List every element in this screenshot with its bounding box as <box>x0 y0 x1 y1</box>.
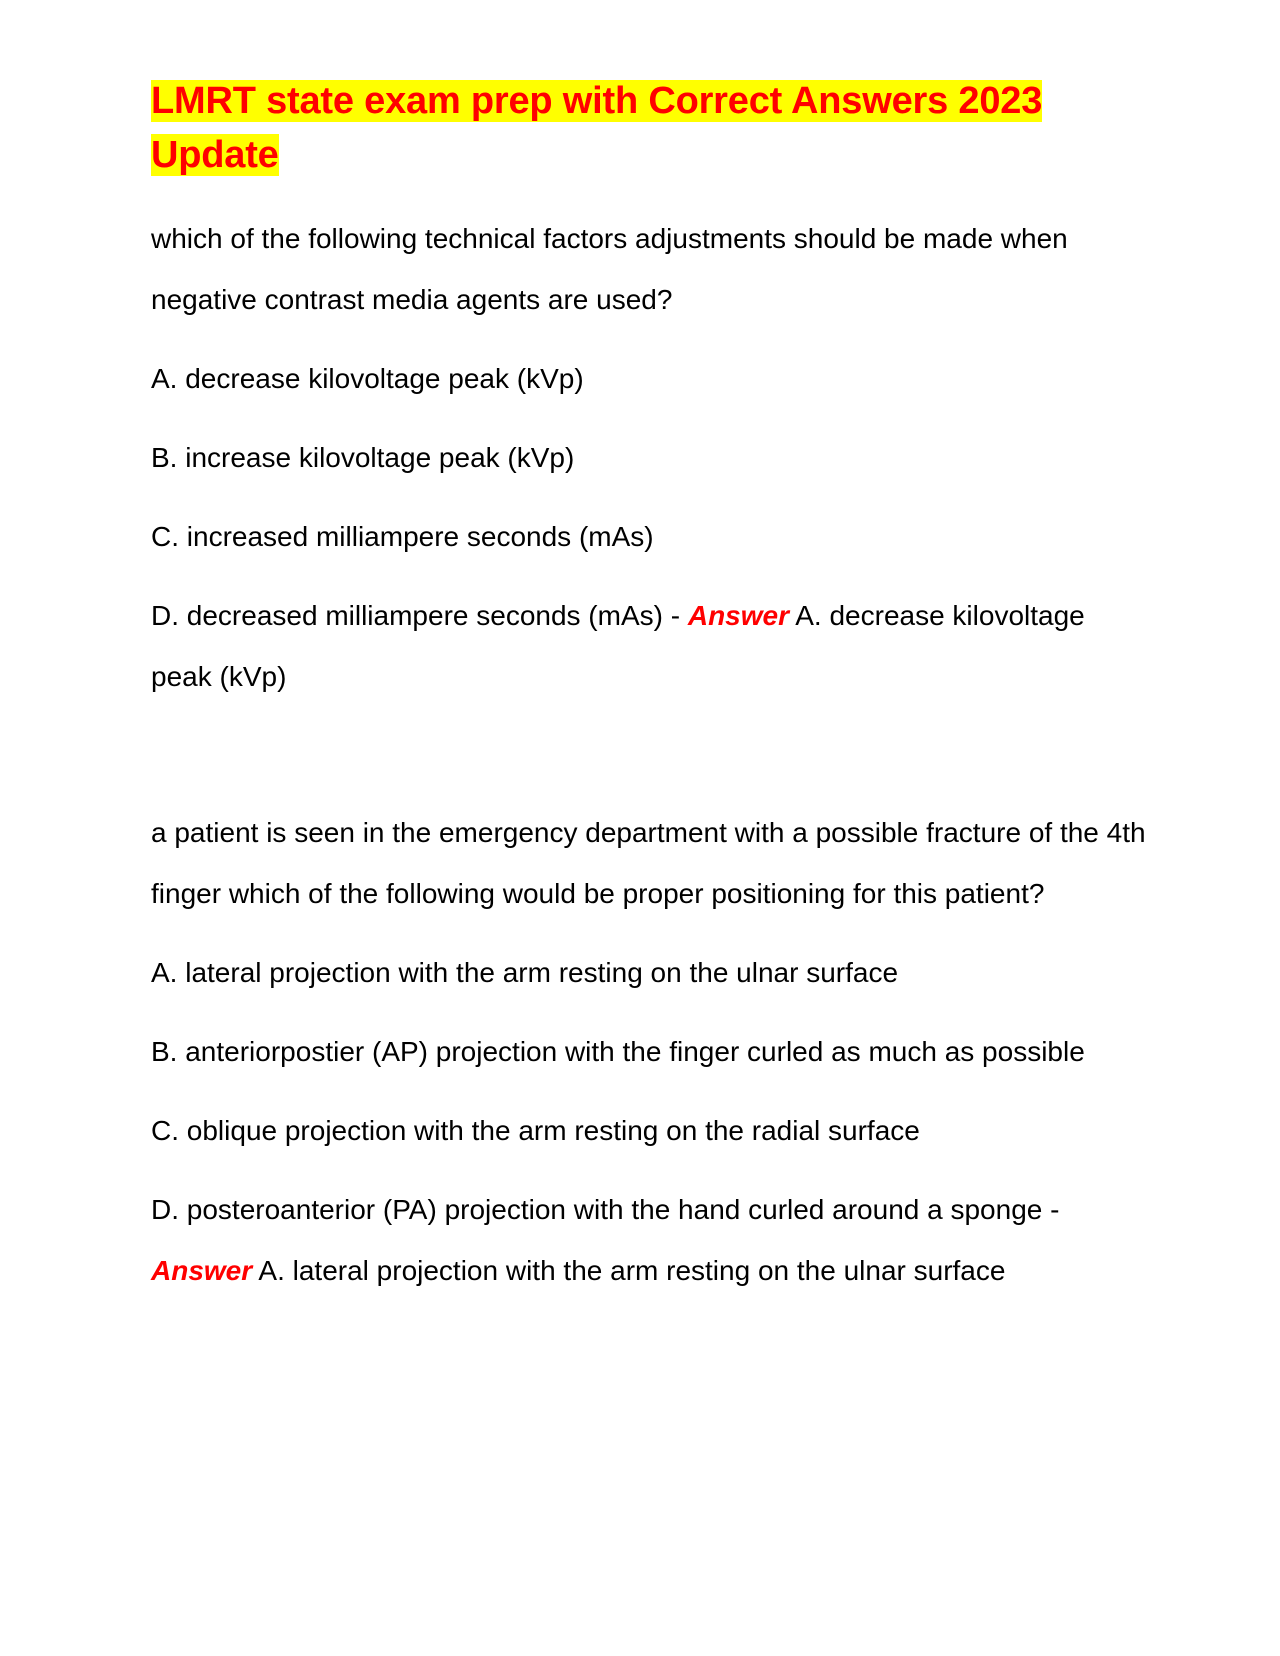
answer-label: Answer <box>687 600 789 631</box>
question-block-1 <box>151 208 1150 707</box>
answer-text: A. decrease kilovoltage peak (kVp) <box>151 600 1085 692</box>
option-d-with-answer <box>151 585 1150 707</box>
option-d-with-answer <box>151 1179 1150 1301</box>
question-block-2 <box>151 802 1150 1301</box>
answer-label: Answer <box>151 1255 253 1286</box>
option-d: D. decreased milliampere seconds (mAs) - <box>151 600 681 631</box>
option-b: B. increase kilovoltage peak (kVp) <box>151 442 575 473</box>
option-c: C. increased milliampere seconds (mAs) <box>151 521 654 552</box>
option-a: A. lateral projection with the arm resting on the ulnar surface <box>151 957 899 988</box>
option-d: D. posteroanterior (PA) projection with the hand curled around a sponge - <box>151 1194 1060 1225</box>
question-text: which of the following technical factors adjustments should be made when negative contrast media agents are used? <box>151 223 1068 315</box>
document-title <box>151 74 1150 182</box>
document-title-text: LMRT state exam prep with Correct Answers 2023 Update <box>151 80 1043 176</box>
answer-text: A. lateral projection with the arm resting on the ulnar surface <box>258 1255 1006 1286</box>
option-c: C. oblique projection with the arm resting on the radial surface <box>151 1115 920 1146</box>
question-text: a patient is seen in the emergency department with a possible fracture of the 4th finger which of the following would be proper positioning for this patient? <box>151 817 1146 909</box>
option-b: B. anteriorpostier (AP) projection with the finger curled as much as possible <box>151 1036 1085 1067</box>
option-a: A. decrease kilovoltage peak (kVp) <box>151 363 584 394</box>
question-separator <box>151 725 1150 802</box>
